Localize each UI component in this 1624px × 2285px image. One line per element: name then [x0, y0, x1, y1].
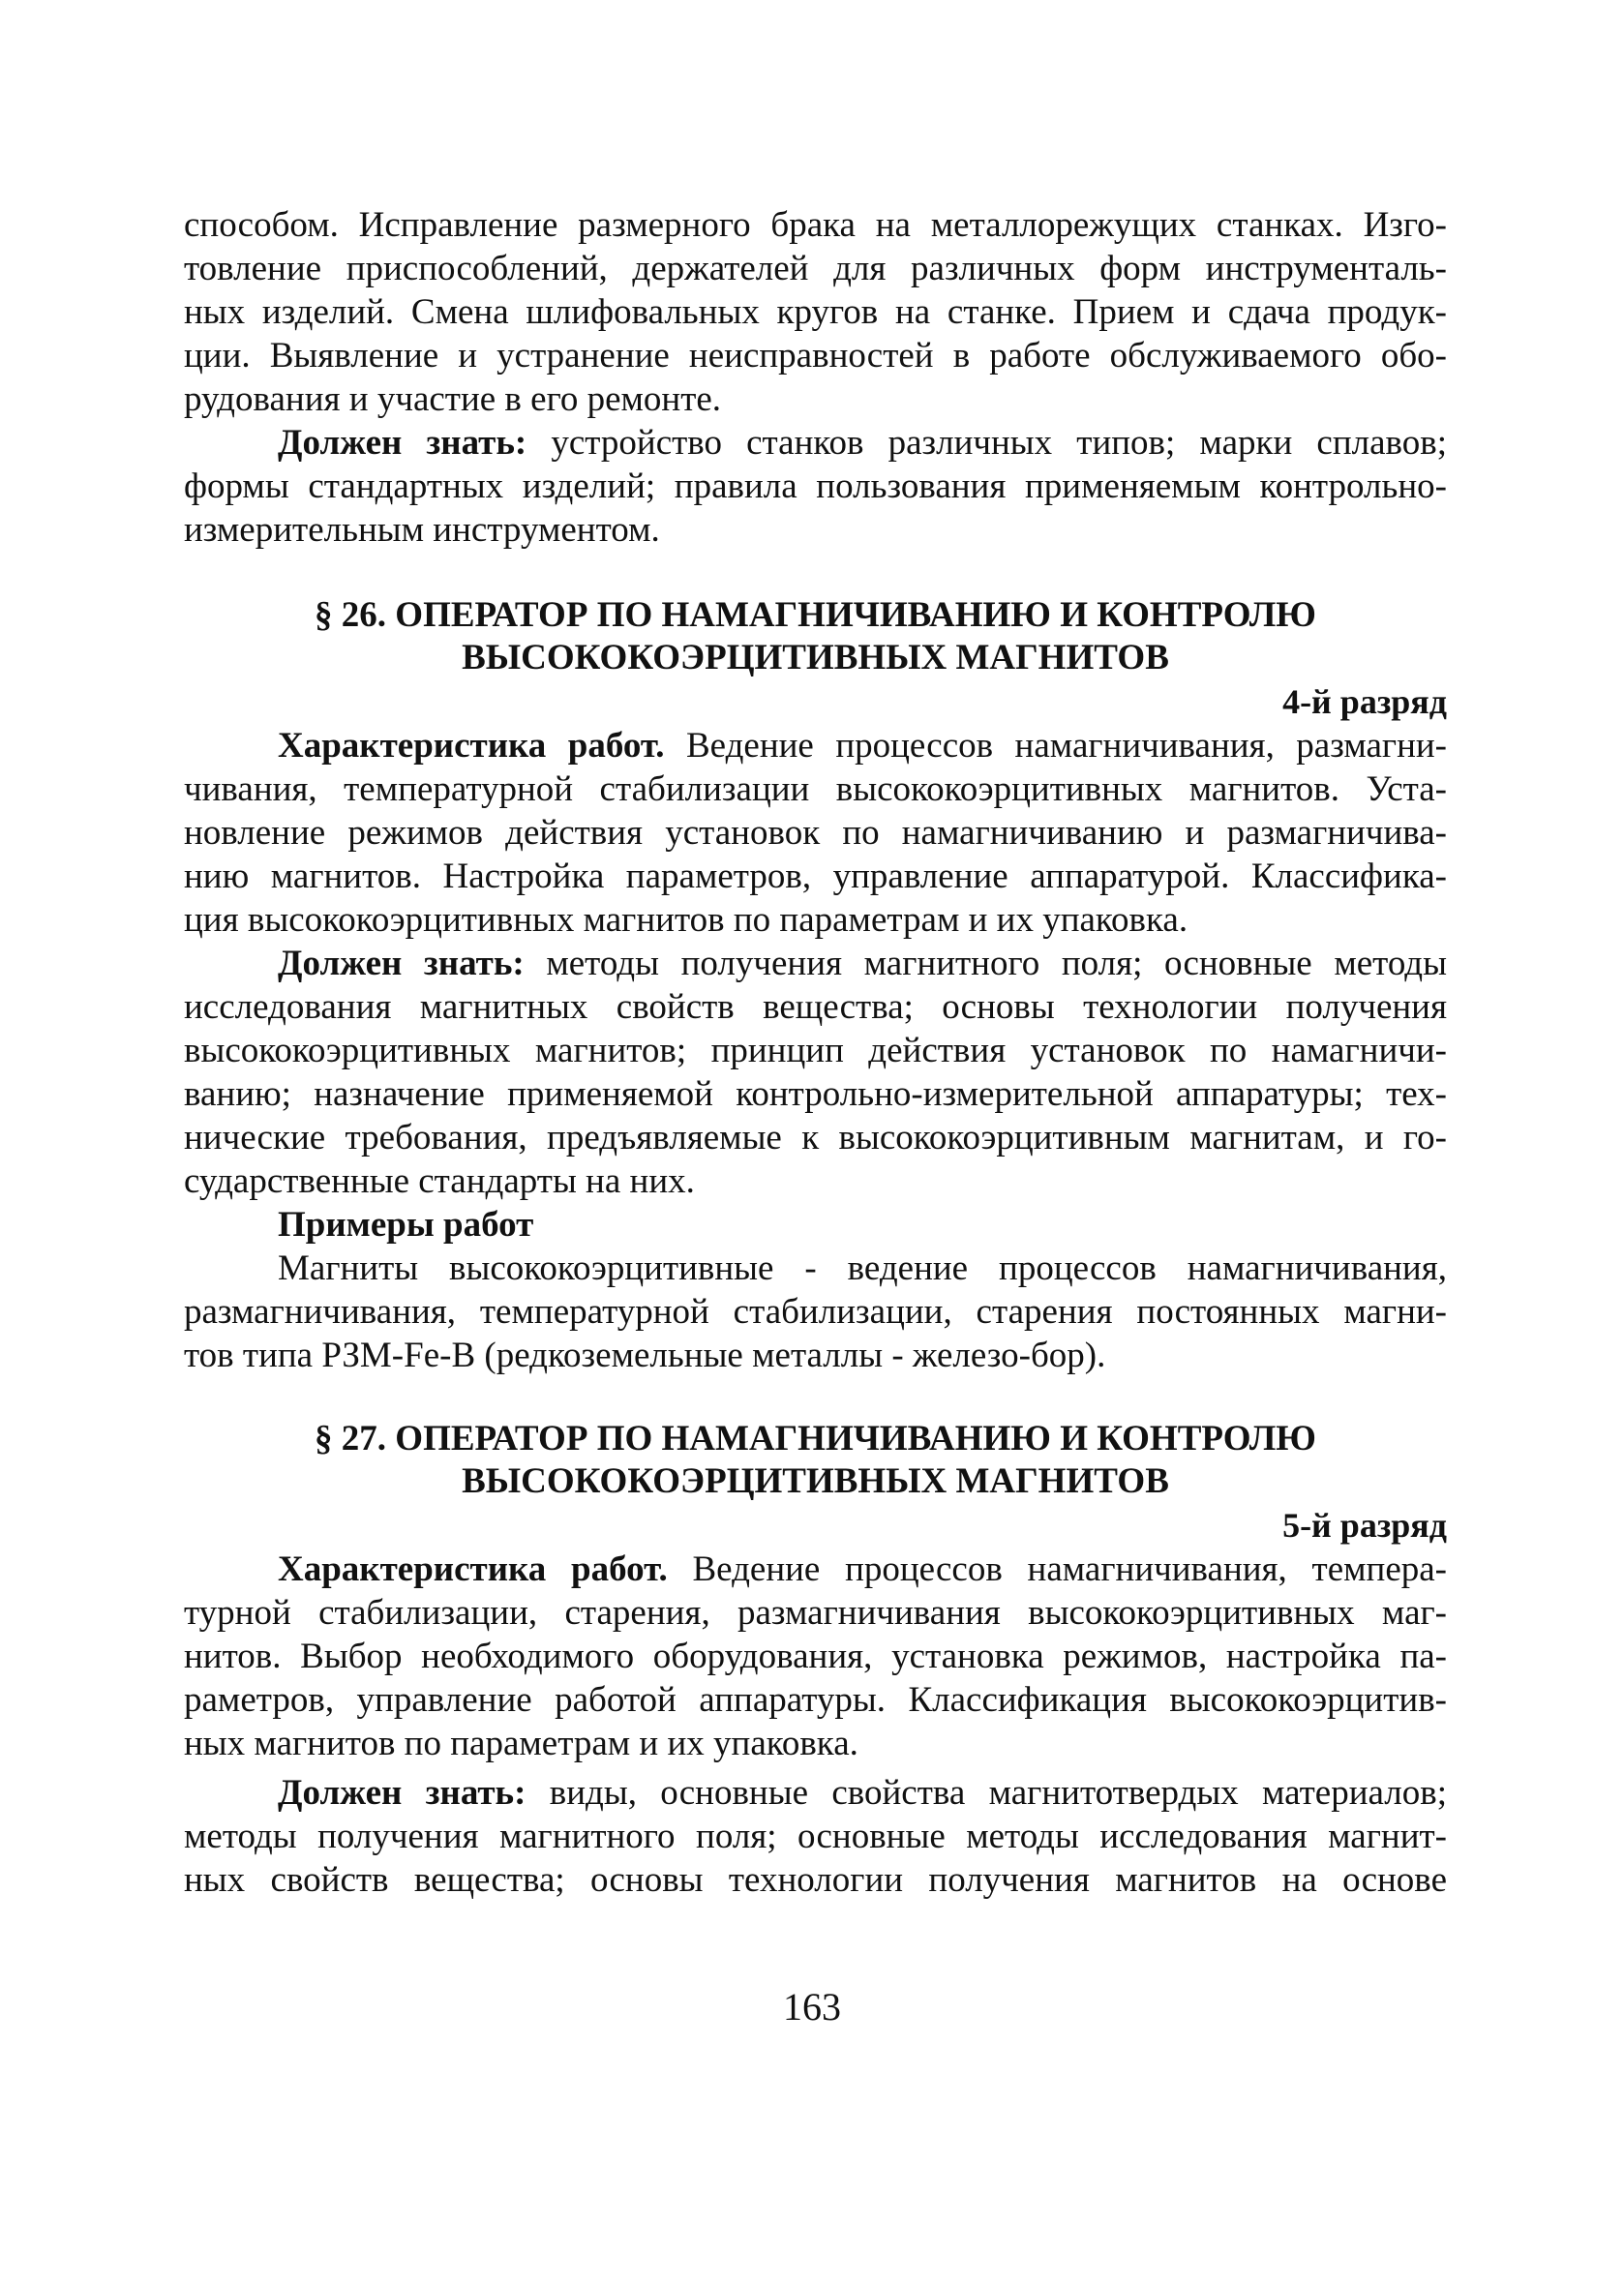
text-line: нические требования, предъявляемые к высококоэрцитивным магнитам, и го- [184, 1118, 1447, 1158]
knowledge-label: Должен знать: [278, 944, 525, 983]
intro-knowledge-paragraph [184, 421, 1447, 552]
characteristics-paragraph [184, 724, 1447, 942]
text-run: устройство станков различных типов; марки сплавов; [526, 423, 1447, 463]
characteristics-paragraph [184, 1548, 1447, 1765]
text-run: Ведение процессов намагничивания, темпера- [667, 1549, 1447, 1589]
text-line: тов типа РЗМ-Fe-B (редкоземельные металлы - железо-бор). [184, 1336, 1106, 1375]
section-heading: ВЫСОКОКОЭРЦИТИВНЫХ МАГНИТОВ [462, 1461, 1169, 1501]
section-27 [184, 1418, 1447, 1902]
text-line: способом. Исправление размерного брака на металлорежущих станках. Изго- [184, 205, 1447, 245]
page-body [184, 203, 1447, 1902]
section-heading: § 26. ОПЕРАТОР ПО НАМАГНИЧИВАНИЮ И КОНТРОЛЮ [315, 595, 1316, 635]
text-run: методы получения магнитного поля; основные методы [524, 944, 1447, 983]
text-line: ных магнитов по параметрам и их упаковка. [184, 1724, 858, 1763]
section-heading: § 27. ОПЕРАТОР ПО НАМАГНИЧИВАНИЮ И КОНТРОЛЮ [315, 1419, 1316, 1458]
text-line: размагничивания, температурной стабилизации, старения постоянных магни- [184, 1292, 1447, 1332]
text-line: ции. Выявление и устранение неисправностей в работе обслуживаемого обо- [184, 336, 1447, 376]
knowledge-paragraph [184, 1771, 1447, 1902]
text-line: исследования магнитных свойств вещества; основы технологии получения [184, 987, 1447, 1027]
text-run: виды, основные свойства магнитотвердых материалов; [526, 1773, 1447, 1813]
text-line [184, 1771, 1447, 1815]
text-line [184, 942, 1447, 985]
page-number: 163 [783, 1985, 841, 2029]
text-line: раметров, управление работой аппаратуры. Классификация высококоэрцитив- [184, 1680, 1447, 1720]
text-line [184, 421, 1447, 465]
characteristics-label: Характеристика работ. [278, 726, 665, 766]
text-line: нитов. Выбор необходимого оборудования, установка режимов, настройка па- [184, 1637, 1447, 1676]
intro-paragraph [184, 203, 1447, 421]
text-line: ных свойств вещества; основы технологии получения магнитов на основе [184, 1860, 1447, 1900]
text-line: высококоэрцитивных магнитов; принцип действия установок по намагничи- [184, 1031, 1447, 1070]
text-line: товление приспособлений, держателей для различных форм инструменталь- [184, 249, 1447, 288]
text-line: формы стандартных изделий; правила пользования применяемым контрольно- [184, 466, 1447, 506]
knowledge-paragraph [184, 942, 1447, 1203]
text-line: рудования и участие в его ремонте. [184, 379, 722, 419]
text-line: нию магнитов. Настройка параметров, управление аппаратурой. Классифика- [184, 857, 1447, 896]
text-line: ция высококоэрцитивных магнитов по параметрам и их упаковка. [184, 900, 1188, 940]
knowledge-label: Должен знать: [278, 423, 527, 463]
grade-label: 4-й разряд [1282, 682, 1447, 721]
section-26 [184, 594, 1447, 1377]
text-run: Ведение процессов намагничивания, размагни- [664, 726, 1447, 766]
text-line [184, 1548, 1447, 1591]
characteristics-label: Характеристика работ. [278, 1549, 668, 1589]
text-line: чивания, температурной стабилизации высококоэрцитивных магнитов. Уста- [184, 769, 1447, 809]
text-line: сударственные стандарты на них. [184, 1161, 695, 1201]
section-heading: ВЫСОКОКОЭРЦИТИВНЫХ МАГНИТОВ [462, 638, 1169, 677]
knowledge-label: Должен знать: [278, 1773, 526, 1813]
examples-heading: Примеры работ [278, 1205, 534, 1245]
text-line: методы получения магнитного поля; основные методы исследования магнит- [184, 1817, 1447, 1856]
grade-label: 5-й разряд [1282, 1506, 1447, 1545]
examples-paragraph [184, 1247, 1447, 1377]
text-line: ных изделий. Смена шлифовальных кругов на станке. Прием и сдача продук- [184, 292, 1447, 332]
text-line: турной стабилизации, старения, размагничивания высококоэрцитивных маг- [184, 1593, 1447, 1633]
text-line: измерительным инструментом. [184, 510, 660, 550]
text-line: ванию; назначение применяемой контрольно-измерительной аппаратуры; тех- [184, 1074, 1447, 1114]
text-line [184, 724, 1447, 767]
text-line: Магниты высококоэрцитивные - ведение процессов намагничивания, [278, 1248, 1447, 1288]
text-line: новление режимов действия установок по намагничиванию и размагничива- [184, 813, 1447, 853]
